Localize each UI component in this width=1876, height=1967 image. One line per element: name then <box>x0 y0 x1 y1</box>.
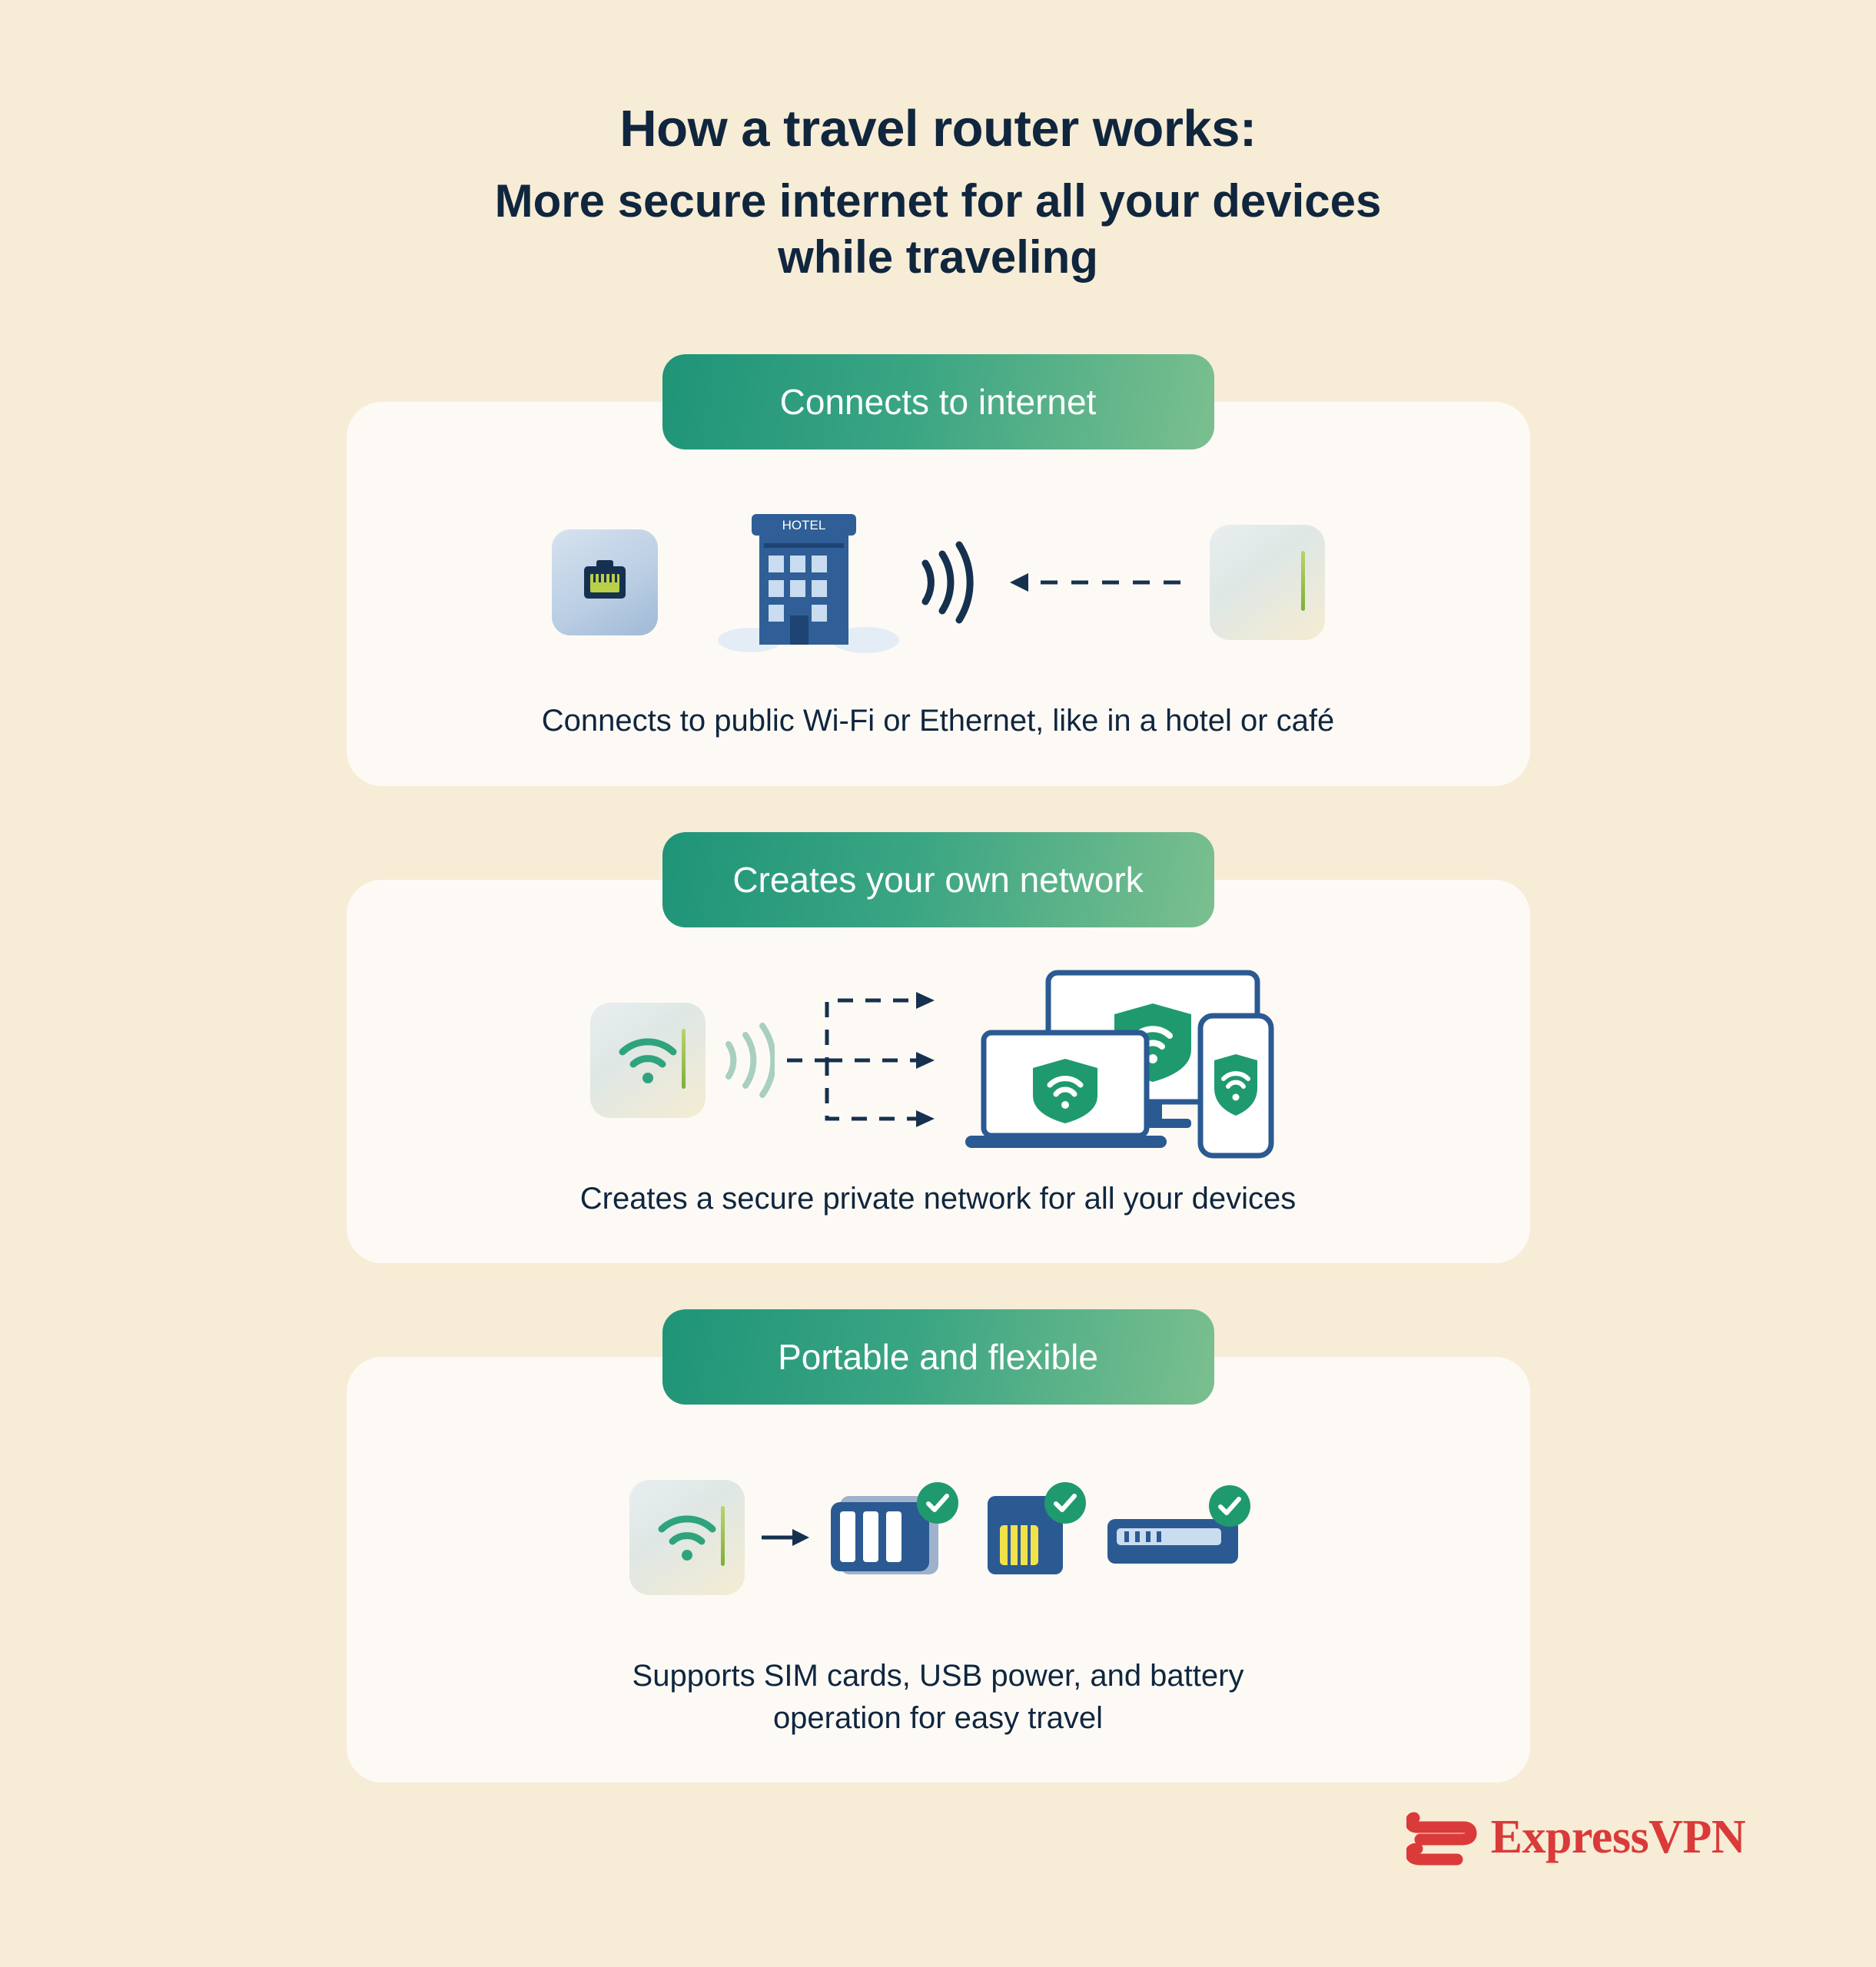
card-badge: Creates your own network <box>662 832 1214 927</box>
page-subtitle-line1: More secure internet for all your devices <box>494 175 1382 227</box>
card-body <box>347 1357 1530 1783</box>
dashed-arrow-left-icon <box>1005 567 1182 598</box>
card-body <box>347 402 1530 785</box>
check-badge-icon <box>915 1481 960 1525</box>
expressvpn-mark-icon <box>1406 1806 1477 1869</box>
card-creates-network <box>347 832 1530 1263</box>
router-led-icon <box>682 1029 686 1089</box>
wifi-waves-icon <box>716 1018 775 1103</box>
usb-power-icon <box>1101 1485 1247 1589</box>
illustration-connects-to-internet <box>393 486 1484 678</box>
card-badge: Portable and flexible <box>662 1309 1214 1405</box>
card-caption-line2: operation for easy travel <box>772 1700 1104 1735</box>
check-badge-icon <box>1207 1484 1252 1528</box>
wifi-icon <box>615 1033 681 1087</box>
ethernet-port-icon <box>552 529 658 635</box>
page-heading <box>0 0 1876 285</box>
router-led-icon <box>1301 551 1305 611</box>
travel-router-icon <box>590 1003 706 1118</box>
card-body <box>347 880 1530 1263</box>
devices-cluster <box>964 968 1287 1153</box>
wifi-icon <box>654 1511 720 1564</box>
illustration-portable-flexible <box>393 1441 1484 1634</box>
illustration-creates-network <box>393 964 1484 1156</box>
card-portable-flexible <box>347 1309 1530 1783</box>
arrow-right-icon <box>759 1522 812 1553</box>
sim-card-icon <box>983 1485 1075 1589</box>
battery-icon <box>826 1485 957 1589</box>
expressvpn-logo-text: ExpressVPN <box>1490 1810 1745 1863</box>
dashed-arrows-icon <box>781 984 958 1137</box>
card-connects-to-internet <box>347 354 1530 785</box>
card-caption <box>633 1655 1244 1740</box>
page-subtitle <box>0 173 1876 285</box>
wifi-waves-icon <box>908 540 978 625</box>
svg-text:HOTEL: HOTEL <box>782 517 825 532</box>
laptop-icon <box>964 1028 1179 1166</box>
card-caption: Connects to public Wi-Fi or Ethernet, like in a hotel or café <box>541 704 1335 738</box>
router-led-icon <box>721 1506 725 1566</box>
smartphone-icon <box>1194 1011 1279 1165</box>
card-caption-line1: Supports SIM cards, USB power, and battery <box>632 1658 1244 1693</box>
hotel-building-icon <box>704 500 904 665</box>
expressvpn-logo <box>1406 1806 1745 1869</box>
page-subtitle-line2: while traveling <box>778 231 1098 284</box>
check-badge-icon <box>1043 1481 1087 1525</box>
travel-router-icon <box>1210 525 1325 640</box>
page-title: How a travel router works: <box>619 100 1257 158</box>
card-badge: Connects to internet <box>662 354 1214 449</box>
travel-router-icon <box>629 1480 745 1595</box>
card-caption: Creates a secure private network for all your devices <box>579 1181 1297 1216</box>
card-list <box>0 354 1876 1783</box>
